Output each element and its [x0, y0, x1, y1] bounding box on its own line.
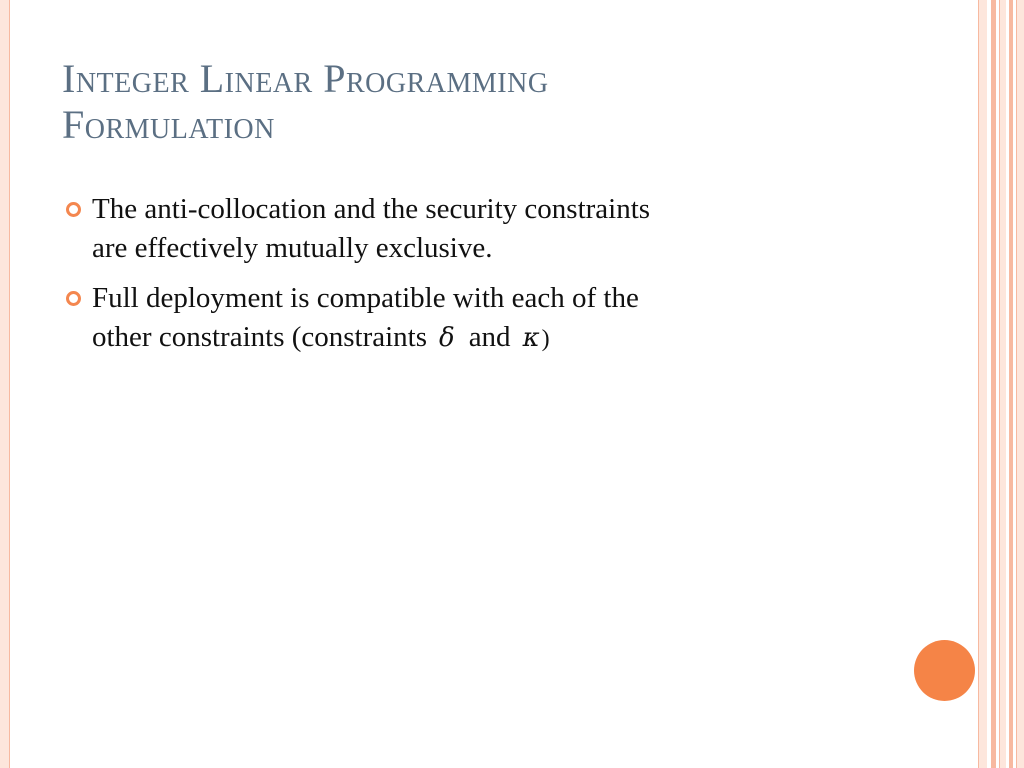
bullet-list	[62, 190, 882, 370]
title-line-2: Formulation	[62, 102, 275, 147]
bullet-text-line: The anti-collocation and the security constraints	[92, 193, 651, 225]
bullet-text: other constraints (constraints	[92, 321, 428, 353]
ring-bullet-icon	[66, 202, 81, 217]
delta-symbol: δ	[439, 323, 455, 353]
conjunction-text: and	[468, 321, 511, 353]
bullet-item	[62, 279, 882, 359]
slide-title	[62, 56, 922, 148]
bullet-text-line: are effectively mutually exclusive.	[92, 232, 493, 264]
left-border	[0, 0, 10, 768]
bullet-text-line: Full deployment is compatible with each of the	[92, 282, 639, 314]
closing-paren: )	[541, 326, 550, 352]
ring-bullet-icon	[66, 291, 81, 306]
decorative-circle	[914, 640, 975, 701]
title-line-1: Integer Linear Programming	[62, 56, 549, 101]
kappa-symbol: κ	[522, 323, 540, 353]
bullet-text-line	[92, 318, 882, 359]
right-border	[978, 0, 1024, 768]
bullet-item	[62, 190, 882, 268]
